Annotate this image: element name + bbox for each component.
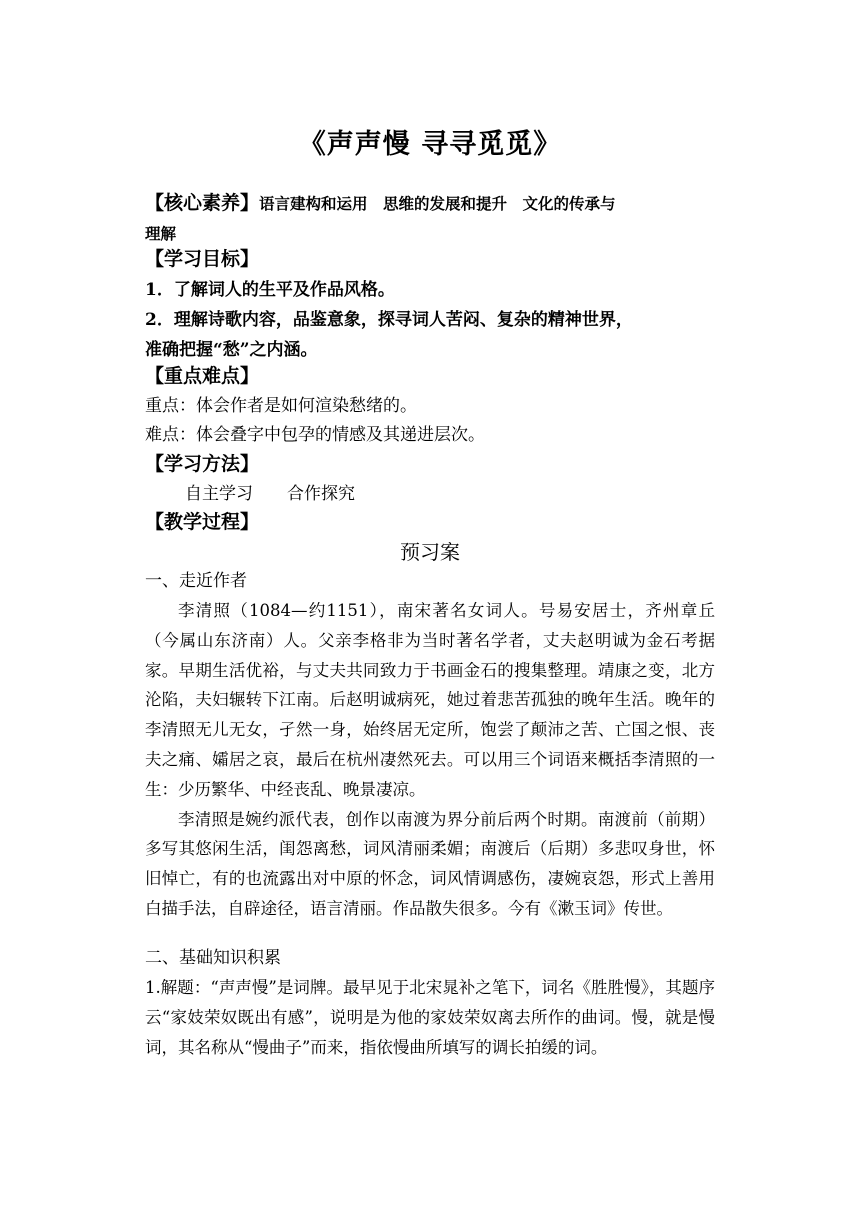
- page-title: 《声声慢 寻寻觅觅》: [298, 129, 562, 160]
- core-literacy-text: 语言建构和运用 思维的发展和提升 文化的传承与: [259, 194, 616, 213]
- section-author-heading: 一、走近作者: [145, 571, 247, 591]
- section-author: [145, 567, 715, 924]
- preview-section: [145, 537, 715, 567]
- section-basics-heading: 二、基础知识积累: [145, 948, 281, 968]
- preview-subtitle: 预习案: [400, 540, 460, 564]
- teaching-process-block: [145, 507, 715, 537]
- core-literacy-text-cont: 理解: [145, 224, 177, 243]
- teaching-process-label: 【教学过程】: [145, 511, 260, 533]
- author-paragraph-1: 李清照（1084—约1151），南宋著名女词人。号易安居士，齐州章丘（今属山东济南）人。父亲李格非为当时著名学者，丈夫赵明诚为金石考据家。早期生活优裕，与丈夫共同致力于书画金石的搜集整理。靖康之变，北方沦陷，夫妇辗转下江南。后赵明诚病死，她过着悲苦孤独的晚年生活。晚年的李清照无儿无女，孑然一身，始终居无定所，饱尝了颠沛之苦、亡国之恨、丧夫之痛、孀居之哀，最后在杭州凄然死去。可以用三个词语来概括李清照的一生：少历繁华、中经丧乱、晚景凄凉。: [145, 601, 715, 799]
- goal-item-2-cont: 准确把握“愁”之内涵。: [145, 340, 318, 360]
- key-points-block: [145, 361, 715, 450]
- core-literacy-block: [145, 188, 715, 248]
- key-point-focus: 重点：体会作者是如何渲染愁绪的。: [145, 396, 417, 416]
- basics-paragraph-1: 1.解题：“声声慢”是词牌。最早见于北宋晁补之笔下，词名《胜胜慢》，其题序云“家妓荣奴既出有感”，说明是为他的家妓荣奴离去所作的曲词。慢，就是慢词，其名称从“慢曲子”而来，指依慢曲所填写的调长拍缓的词。: [145, 978, 715, 1057]
- learning-method-label: 【学习方法】: [145, 453, 260, 475]
- learning-method-text: 自主学习 合作探究: [185, 484, 355, 504]
- learning-goals-block: [145, 244, 715, 365]
- key-point-difficulty: 难点：体会叠字中包孕的情感及其递进层次。: [145, 425, 485, 445]
- learning-goals-label: 【学习目标】: [145, 248, 260, 270]
- learning-method-block: [145, 449, 715, 509]
- author-paragraph-2: 李清照是婉约派代表，创作以南渡为界分前后两个时期。南渡前（前期）多写其悠闲生活，闺怨离愁，词风清丽柔媚；南渡后（后期）多悲叹身世，怀旧悼亡，有的也流露出对中原的怀念，词风情调感伤，凄婉哀怨，形式上善用白描手法，自辟途径，语言清丽。作品散失很多。今有《漱玉词》传世。: [145, 809, 715, 918]
- goal-item-2: 2．理解诗歌内容，品鉴意象，探寻词人苦闷、复杂的精神世界，: [145, 310, 633, 330]
- goal-item-1: 1．了解词人的生平及作品风格。: [145, 280, 395, 300]
- section-basics: [145, 944, 715, 1062]
- core-literacy-label: 【核心素养】: [145, 192, 260, 214]
- key-points-label: 【重点难点】: [145, 365, 260, 387]
